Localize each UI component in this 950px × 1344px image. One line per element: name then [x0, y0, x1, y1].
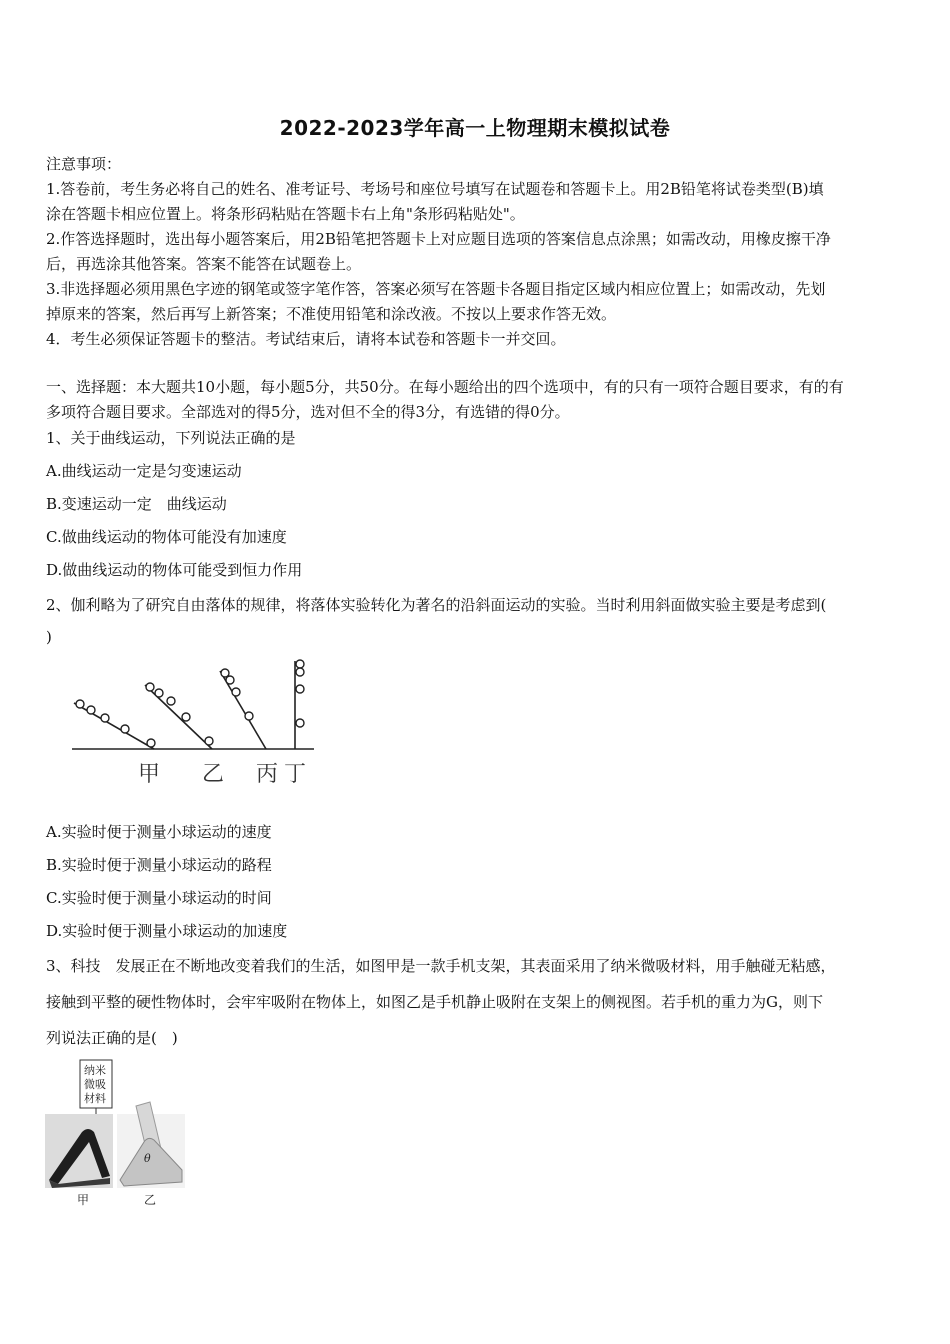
- question-3-stem: 3、科技 发展正在不断地改变着我们的生活，如图甲是一款手机支架，其表面采用了纳米微吸材料，用手触碰无粘感，: [46, 957, 836, 975]
- notice-heading: 注意事项：: [46, 155, 122, 173]
- notice-line: 涂在答题卡相应位置上。将条形码粘贴在答题卡右上角"条形码粘贴处"。: [46, 205, 525, 223]
- material-label-line: 材料: [84, 1092, 106, 1105]
- notice-line: 后，再选涂其他答案。答案不能答在试题卷上。: [46, 255, 362, 273]
- question-2-stem: 2、伽利略为了研究自由落体的规律，将落体实验转化为著名的沿斜面运动的实验。当时利用斜面做实验主要是考虑到(: [46, 596, 827, 614]
- figure-label-jia: 甲: [138, 762, 161, 787]
- angle-theta-label: θ: [144, 1152, 151, 1165]
- section-intro-line: 一、选择题：本大题共10小题，每小题5分，共50分。在每小题给出的四个选项中，有的只有一项符合题目要求，有的有: [46, 378, 844, 396]
- material-label-line: 纳米: [84, 1064, 106, 1077]
- figure-label-jia: 甲: [77, 1193, 90, 1207]
- question-2-option-b[interactable]: B.实验时便于测量小球运动的路程: [46, 856, 272, 874]
- question-1-option-b[interactable]: B.变速运动一定 曲线运动: [46, 495, 227, 513]
- notice-line: 1.答卷前，考生务必将自己的姓名、准考证号、考场号和座位号填写在试题卷和答题卡上。用2B铅笔将试卷类型(B)填: [46, 180, 824, 198]
- question-1-option-c[interactable]: C.做曲线运动的物体可能没有加速度: [46, 528, 287, 546]
- figure-label-yi: 乙: [144, 1193, 157, 1207]
- question-1-option-d[interactable]: D.做曲线运动的物体可能受到恒力作用: [46, 561, 303, 579]
- figure-label-ding: 丁: [284, 762, 307, 787]
- question-2-stem: ): [46, 628, 52, 646]
- question-3-stem: 接触到平整的硬性物体时，会牢牢吸附在物体上，如图乙是手机静止吸附在支架上的侧视图。若手机的重力为G，则下: [46, 993, 823, 1011]
- incline-experiment-figure: [60, 655, 330, 790]
- question-1-stem: 1、关于曲线运动，下列说法正确的是: [46, 429, 296, 447]
- question-2-option-d[interactable]: D.实验时便于测量小球运动的加速度: [46, 922, 288, 940]
- material-label-line: 微吸: [84, 1078, 106, 1091]
- notice-line: 3.非选择题必须用黑色字迹的钢笔或签字笔作答，答案必须写在答题卡各题目指定区域内相应位置上；如需改动，先划: [46, 280, 826, 298]
- figure-label-yi: 乙: [202, 762, 225, 787]
- notice-line: 掉原来的答案，然后再写上新答案；不准使用铅笔和涂改液。不按以上要求作答无效。: [46, 305, 617, 323]
- page-title: 2022-2023学年高一上物理期末模拟试卷: [279, 116, 671, 140]
- question-3-stem: 列说法正确的是( ): [46, 1029, 178, 1047]
- notice-line: 2.作答选择题时，选出每小题答案后，用2B铅笔把答题卡上对应题目选项的答案信息点涂黑；如需改动，用橡皮擦干净: [46, 230, 831, 248]
- section-intro-line: 多项符合题目要求。全部选对的得5分，选对但不全的得3分，有选错的得0分。: [46, 403, 570, 421]
- question-2-option-c[interactable]: C.实验时便于测量小球运动的时间: [46, 889, 272, 907]
- phone-stand-figure: [44, 1058, 189, 1213]
- question-1-option-a[interactable]: A.曲线运动一定是匀变速运动: [46, 462, 242, 480]
- figure-label-bing: 丙: [256, 762, 279, 787]
- question-2-option-a[interactable]: A.实验时便于测量小球运动的速度: [46, 823, 272, 841]
- notice-line: 4．考生必须保证答题卡的整洁。考试结束后，请将本试卷和答题卡一并交回。: [46, 330, 566, 348]
